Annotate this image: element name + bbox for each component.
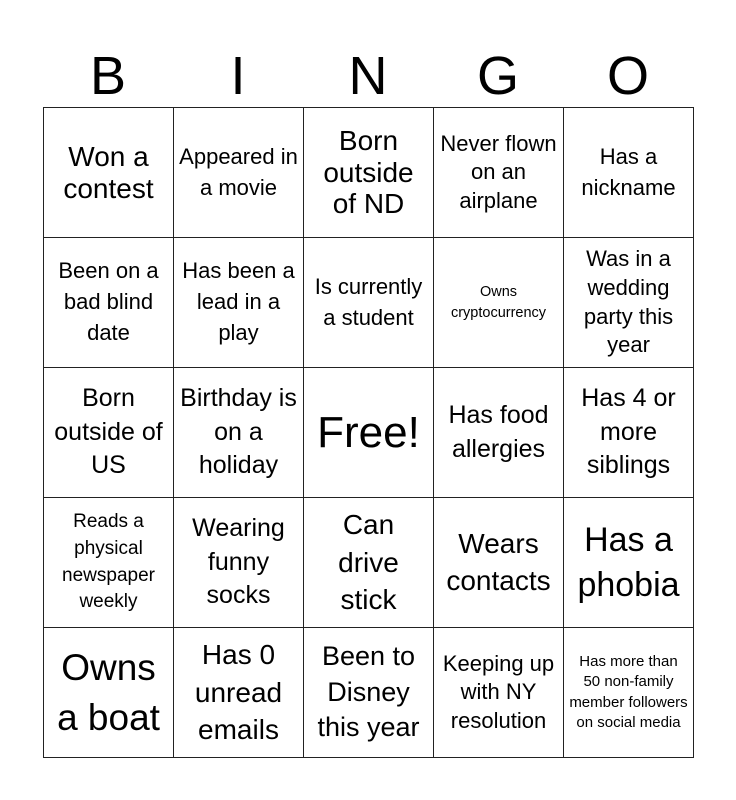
bingo-cell[interactable]: [434, 238, 564, 368]
cell-text: Has 0 unread emails: [194, 638, 283, 746]
cell-text: Can drive stick: [338, 508, 399, 616]
cell-text: Wears contacts: [446, 528, 551, 596]
free-space-cell[interactable]: [304, 368, 434, 498]
bingo-cell[interactable]: [564, 108, 694, 238]
header-letter-b: B: [89, 46, 127, 106]
cell-text: Reads a physical newspaper weekly: [62, 511, 155, 613]
bingo-cell[interactable]: [564, 238, 694, 368]
bingo-cell[interactable]: [174, 108, 304, 238]
cell-text: Has a nickname: [581, 143, 676, 200]
bingo-cell[interactable]: [434, 628, 564, 758]
bingo-cell[interactable]: [44, 368, 174, 498]
bingo-cell[interactable]: [564, 628, 694, 758]
cell-text: Has been a lead in a play: [182, 258, 295, 345]
cell-text: Has a phobia: [577, 521, 680, 604]
cell-text: Keeping up with NY resolution: [442, 650, 555, 733]
bingo-grid: [43, 107, 694, 758]
cell-text: Has more than 50 non-family member followers on social media: [569, 653, 688, 731]
bingo-cell[interactable]: [174, 628, 304, 758]
bingo-cell[interactable]: [174, 238, 304, 368]
cell-text: Owns cryptocurrency: [450, 284, 547, 321]
header-letter-i: I: [230, 46, 246, 106]
bingo-cell[interactable]: [44, 628, 174, 758]
bingo-cell[interactable]: [434, 368, 564, 498]
bingo-cell[interactable]: [434, 108, 564, 238]
bingo-cell[interactable]: [44, 108, 174, 238]
cell-text: Been to Disney this year: [317, 640, 420, 743]
bingo-cell[interactable]: [304, 238, 434, 368]
cell-text: Birthday is on a holiday: [180, 383, 297, 480]
header-letter-g: G: [476, 46, 519, 106]
bingo-cell[interactable]: [304, 498, 434, 628]
bingo-cell[interactable]: [174, 498, 304, 628]
bingo-cell[interactable]: [564, 368, 694, 498]
bingo-cell[interactable]: [44, 498, 174, 628]
cell-text: Born outside of ND: [323, 125, 414, 220]
cell-text: Appeared in a movie: [179, 143, 298, 200]
bingo-cell[interactable]: [304, 628, 434, 758]
bingo-header: [43, 44, 693, 108]
bingo-cell[interactable]: [434, 498, 564, 628]
cell-text: Won a contest: [63, 140, 154, 204]
bingo-cell[interactable]: [44, 238, 174, 368]
cell-text: Been on a bad blind date: [58, 258, 159, 345]
cell-text: Wearing funny socks: [192, 513, 285, 610]
cell-text: Born outside of US: [54, 383, 163, 480]
cell-text: Owns a boat: [57, 646, 160, 738]
cell-text: Is currently a student: [314, 273, 423, 330]
header-letter-o: O: [606, 46, 649, 106]
free-space-text: Free!: [317, 407, 420, 457]
header-letter-n: N: [348, 46, 388, 106]
cell-text: Was in a wedding party this year: [583, 246, 674, 358]
bingo-cell[interactable]: [304, 108, 434, 238]
cell-text: Never flown on an airplane: [440, 130, 557, 213]
bingo-cell[interactable]: [174, 368, 304, 498]
bingo-cell[interactable]: [564, 498, 694, 628]
cell-text: Has 4 or more siblings: [581, 383, 676, 480]
cell-text: Has food allergies: [448, 400, 549, 463]
